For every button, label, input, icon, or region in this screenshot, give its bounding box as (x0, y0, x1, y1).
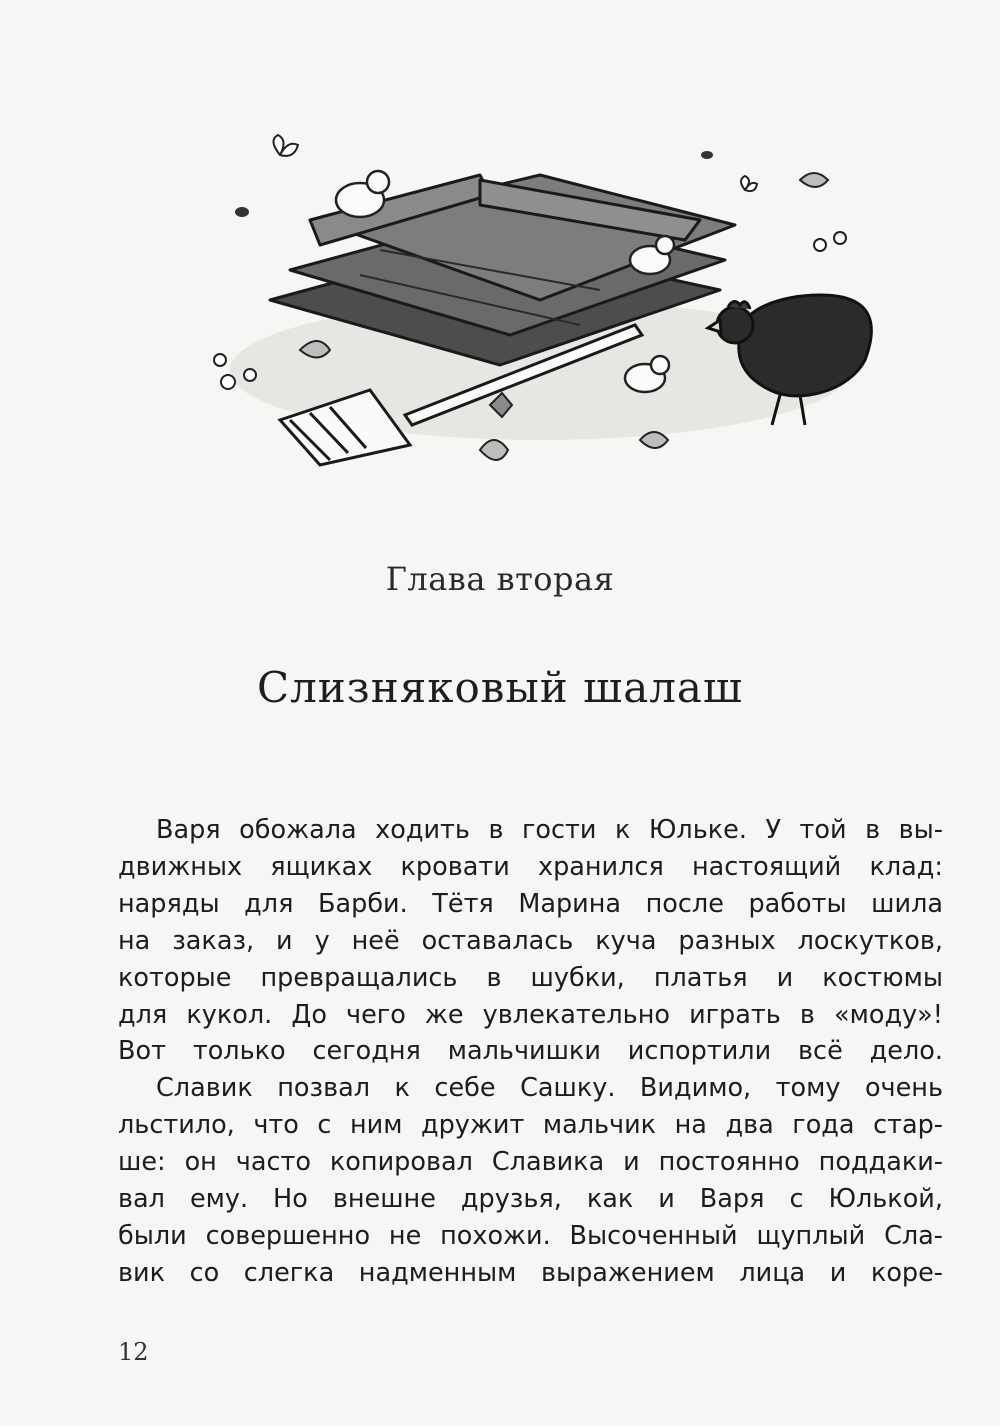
text-line: ше: он часто копировал Славика и постоянно поддаки- (118, 1147, 943, 1178)
chapter-title: Слизняковый шалаш (256, 663, 743, 712)
text-line: льстило, что с ним дружит мальчик на два года стар- (118, 1110, 943, 1141)
text-line: наряды для Барби. Тётя Марина после работы шила (118, 888, 943, 919)
page-number: 12 (118, 1338, 149, 1366)
body-text (118, 812, 943, 1292)
text-line: вик со слегка надменным выражением лица и коре- (118, 1257, 943, 1288)
text-line: движных ящиках кровати хранился настоящий клад: (118, 851, 943, 882)
chapter-label: Глава вторая (385, 560, 615, 598)
text-line: были совершенно не похожи. Высоченный щуплый Сла- (118, 1220, 943, 1251)
text-line: на заказ, и у неё оставалась куча разных лоскутков, (118, 925, 943, 956)
text-line: вал ему. Но внешне друзья, как и Варя с Юлькой, (118, 1184, 943, 1215)
text-line: Варя обожала ходить в гости к Юльке. У той в вы- (156, 815, 943, 845)
chapter-illustration (180, 120, 880, 490)
text-line: Вот только сегодня мальчишки испортили всё дело. (118, 1036, 943, 1067)
text-line: для кукол. До чего же увлекательно играть в «моду»! (118, 999, 943, 1030)
text-line: Славик позвал к себе Сашку. Видимо, тому очень (156, 1073, 943, 1104)
text-line: которые превращались в шубки, платья и костюмы (118, 962, 943, 993)
